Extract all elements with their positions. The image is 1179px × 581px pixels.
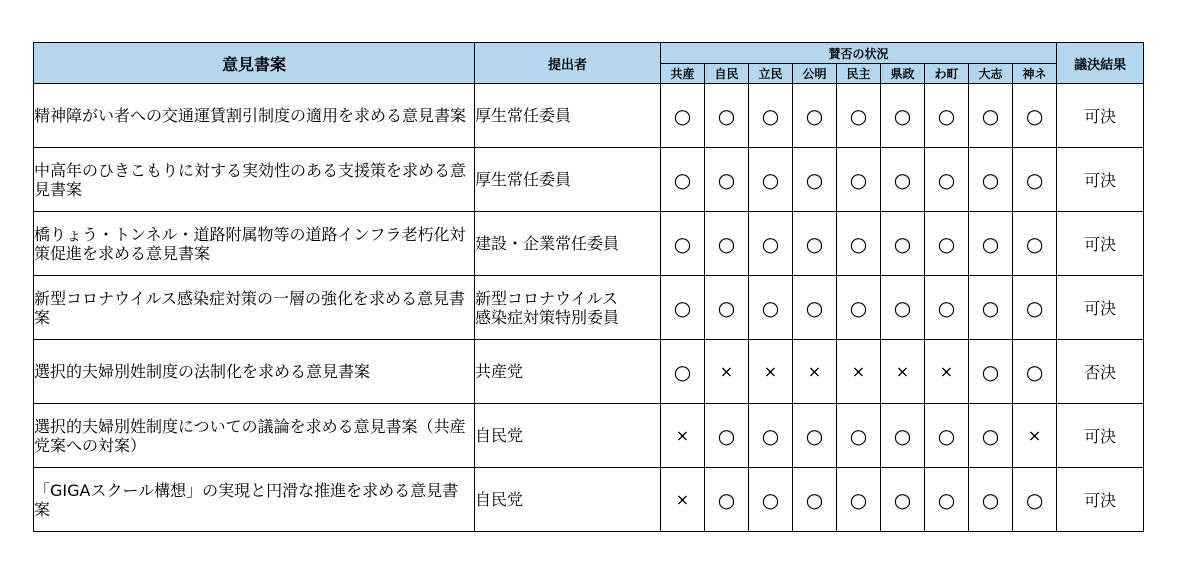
vote-mark: ○: [793, 212, 837, 276]
header-party: 民主: [837, 64, 881, 84]
vote-mark: ○: [837, 276, 881, 340]
vote-mark: ○: [969, 276, 1013, 340]
header-party: 自民: [705, 64, 749, 84]
vote-mark: ○: [837, 84, 881, 148]
vote-mark: ○: [837, 148, 881, 212]
vote-mark: ○: [969, 404, 1013, 468]
vote-mark: ×: [749, 340, 793, 404]
draft-title: 選択的夫婦別姓制度についての議論を求める意見書案（共産党案への対案）: [34, 404, 475, 468]
submitter: 厚生常任委員: [475, 84, 661, 148]
vote-mark: ○: [661, 340, 705, 404]
table-row: [34, 276, 1144, 340]
vote-mark: ○: [749, 212, 793, 276]
header-party: 共産: [661, 64, 705, 84]
vote-mark: ○: [705, 404, 749, 468]
vote-mark: ○: [793, 148, 837, 212]
vote-mark: ×: [925, 340, 969, 404]
vote-mark: ○: [749, 404, 793, 468]
table-row: [34, 212, 1144, 276]
table-header: [34, 43, 1144, 84]
table-row: [34, 84, 1144, 148]
result: 可決: [1057, 148, 1144, 212]
vote-mark: ○: [1013, 148, 1057, 212]
draft-title: 橋りょう・トンネル・道路附属物等の道路インフラ老朽化対策促進を求める意見書案: [34, 212, 475, 276]
vote-mark: ○: [881, 468, 925, 532]
result: 可決: [1057, 404, 1144, 468]
submitter: 自民党: [475, 468, 661, 532]
header-title: 意見書案: [34, 43, 475, 84]
vote-mark: ○: [1013, 212, 1057, 276]
vote-mark: ○: [925, 276, 969, 340]
vote-mark: ○: [969, 148, 1013, 212]
submitter: 共産党: [475, 340, 661, 404]
draft-title: 新型コロナウイルス感染症対策の一層の強化を求める意見書案: [34, 276, 475, 340]
vote-mark: ○: [925, 84, 969, 148]
vote-mark: ○: [969, 340, 1013, 404]
header-party: 大志: [969, 64, 1013, 84]
vote-mark: ○: [793, 84, 837, 148]
header-result: 議決結果: [1057, 43, 1144, 84]
vote-mark: ○: [705, 84, 749, 148]
opinion-draft-table: [33, 42, 1144, 532]
header-party: 立民: [749, 64, 793, 84]
vote-mark: ○: [661, 148, 705, 212]
vote-mark: ○: [881, 148, 925, 212]
result: 可決: [1057, 276, 1144, 340]
vote-mark: ○: [1013, 276, 1057, 340]
result: 可決: [1057, 84, 1144, 148]
result: 可決: [1057, 468, 1144, 532]
vote-mark: ○: [661, 212, 705, 276]
table-row: [34, 340, 1144, 404]
vote-mark: ○: [969, 468, 1013, 532]
vote-mark: ○: [705, 276, 749, 340]
vote-mark: ○: [925, 148, 969, 212]
table-row: [34, 404, 1144, 468]
header-party: わ町: [925, 64, 969, 84]
vote-mark: ○: [969, 212, 1013, 276]
vote-mark: ×: [661, 468, 705, 532]
vote-mark: ○: [1013, 468, 1057, 532]
vote-mark: ○: [749, 276, 793, 340]
vote-mark: ○: [793, 468, 837, 532]
table-row: [34, 148, 1144, 212]
vote-mark: ○: [881, 276, 925, 340]
vote-mark: ○: [925, 212, 969, 276]
table-row: [34, 468, 1144, 532]
vote-mark: ○: [837, 212, 881, 276]
vote-mark: ○: [1013, 84, 1057, 148]
vote-mark: ×: [881, 340, 925, 404]
vote-mark: ×: [705, 340, 749, 404]
vote-mark: ○: [705, 212, 749, 276]
vote-mark: ×: [837, 340, 881, 404]
header-party: 公明: [793, 64, 837, 84]
vote-mark: ○: [1013, 340, 1057, 404]
vote-mark: ○: [969, 84, 1013, 148]
header-party: 県政: [881, 64, 925, 84]
header-vote-status: 賛否の状況: [661, 43, 1057, 64]
vote-mark: ○: [705, 468, 749, 532]
vote-mark: ×: [1013, 404, 1057, 468]
submitter: 新型コロナウイルス 感染症対策特別委員: [475, 276, 661, 340]
vote-mark: ○: [705, 148, 749, 212]
draft-title: 中高年のひきこもりに対する実効性のある支援策を求める意見書案: [34, 148, 475, 212]
vote-mark: ○: [837, 468, 881, 532]
header-party: 神ネ: [1013, 64, 1057, 84]
vote-mark: ○: [793, 404, 837, 468]
vote-mark: ○: [661, 276, 705, 340]
draft-title: 精神障がい者への交通運賃割引制度の適用を求める意見書案: [34, 84, 475, 148]
result: 否決: [1057, 340, 1144, 404]
vote-mark: ×: [661, 404, 705, 468]
submitter: 厚生常任委員: [475, 148, 661, 212]
vote-mark: ○: [925, 468, 969, 532]
table-body: [34, 84, 1144, 532]
vote-mark: ○: [881, 84, 925, 148]
vote-mark: ○: [749, 148, 793, 212]
vote-mark: ○: [837, 404, 881, 468]
vote-mark: ○: [925, 404, 969, 468]
vote-mark: ○: [749, 84, 793, 148]
submitter: 自民党: [475, 404, 661, 468]
header-submitter: 提出者: [475, 43, 661, 84]
vote-mark: ○: [881, 404, 925, 468]
draft-title: 選択的夫婦別姓制度の法制化を求める意見書案: [34, 340, 475, 404]
vote-mark: ○: [749, 468, 793, 532]
vote-mark: ○: [881, 212, 925, 276]
vote-mark: ○: [661, 84, 705, 148]
submitter: 建設・企業常任委員: [475, 212, 661, 276]
draft-title: 「GIGAスクール構想」の実現と円滑な推進を求める意見書案: [34, 468, 475, 532]
vote-mark: ×: [793, 340, 837, 404]
result: 可決: [1057, 212, 1144, 276]
vote-mark: ○: [793, 276, 837, 340]
